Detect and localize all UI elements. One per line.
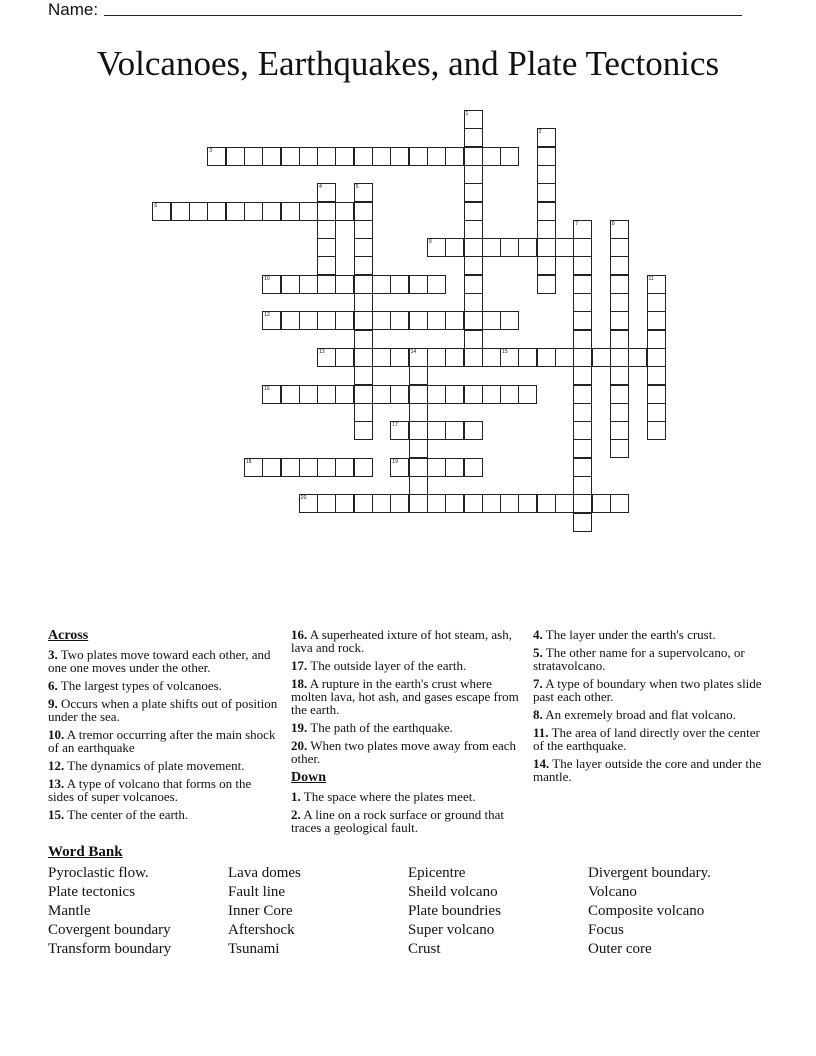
crossword-cell[interactable] [262, 147, 281, 166]
down-heading: Down [291, 770, 327, 785]
crossword-cell[interactable] [171, 202, 190, 221]
clue-number: 15 [502, 348, 508, 355]
crossword-cell[interactable] [537, 183, 556, 202]
clue-down: 7. A type of boundary when two plates slide past each other. [533, 676, 762, 704]
crossword-cell[interactable] [573, 439, 592, 458]
crossword-cell[interactable] [335, 147, 354, 166]
crossword-cell[interactable] [335, 385, 354, 404]
crossword-cell[interactable] [610, 403, 629, 422]
name-label: Name: [48, 0, 99, 19]
clue-number: 6 [154, 202, 158, 209]
crossword-cell[interactable] [647, 348, 666, 367]
clue-across: 6. The largest types of volcanoes. [48, 678, 222, 693]
crossword-cell[interactable] [427, 421, 446, 440]
crossword-cell[interactable] [427, 348, 446, 367]
word-bank-column [588, 864, 768, 959]
word-bank-item: Divergent boundary. [588, 865, 711, 881]
crossword-cell[interactable] [573, 476, 592, 495]
crossword-cell[interactable] [372, 275, 391, 294]
crossword-cell[interactable] [647, 311, 666, 330]
crossword-cell[interactable] [207, 147, 226, 166]
crossword-cell[interactable] [500, 147, 519, 166]
down-clues-col3 [533, 628, 763, 788]
crossword-cell[interactable] [573, 366, 592, 385]
word-bank-item: Super volcano [408, 922, 495, 938]
clue-number: 18 [245, 458, 252, 465]
word-bank-item: Aftershock [228, 922, 295, 938]
crossword-cell[interactable] [409, 476, 428, 495]
crossword-cell[interactable] [518, 348, 537, 367]
crossword-cell[interactable] [647, 366, 666, 385]
crossword-cell[interactable] [610, 348, 629, 367]
crossword-cell[interactable] [592, 494, 611, 513]
crossword-cell[interactable] [573, 421, 592, 440]
crossword-cell[interactable] [354, 183, 373, 202]
crossword-cell[interactable] [537, 238, 556, 257]
crossword-cell[interactable] [610, 439, 629, 458]
word-bank-column [228, 864, 408, 959]
crossword-cell[interactable] [445, 494, 464, 513]
clue-number: 17 [392, 422, 398, 429]
clue-across: 16. A superheated ixture of hot steam, ash, lava and rock. [291, 627, 512, 655]
crossword-cell[interactable] [573, 494, 592, 513]
crossword-cell[interactable] [537, 494, 556, 513]
clue-number: 2 [538, 129, 542, 136]
clue-number: 20 [300, 495, 307, 502]
crossword-cell[interactable] [354, 256, 373, 275]
crossword-cell[interactable] [610, 385, 629, 404]
crossword-cell[interactable] [281, 311, 300, 330]
crossword-cell[interactable] [299, 147, 318, 166]
crossword-cell[interactable] [244, 147, 263, 166]
crossword-cell[interactable] [152, 202, 171, 221]
clue-number: 8 [611, 220, 615, 227]
word-bank-item: Covergent boundary [48, 922, 171, 938]
crossword-cell[interactable] [354, 147, 373, 166]
crossword-cell[interactable] [464, 238, 483, 257]
crossword-cell[interactable] [244, 202, 263, 221]
crossword-cell[interactable] [573, 458, 592, 477]
crossword-cell[interactable] [390, 348, 409, 367]
crossword-cell[interactable] [537, 128, 556, 147]
word-bank-item: Transform boundary [48, 941, 172, 957]
crossword-cell[interactable] [317, 238, 336, 257]
crossword-cell[interactable] [335, 458, 354, 477]
crossword-cell[interactable] [390, 385, 409, 404]
crossword-cell[interactable] [372, 147, 391, 166]
crossword-cell[interactable] [317, 348, 336, 367]
crossword-cell[interactable] [335, 202, 354, 221]
crossword-cell[interactable] [244, 458, 263, 477]
crossword-cell[interactable] [299, 458, 318, 477]
crossword-cell[interactable] [189, 202, 208, 221]
crossword-cell[interactable] [610, 366, 629, 385]
crossword-cell[interactable] [573, 293, 592, 312]
crossword-cell[interactable] [537, 256, 556, 275]
crossword-cell[interactable] [262, 458, 281, 477]
crossword-cell[interactable] [482, 494, 501, 513]
crossword-cell[interactable] [335, 275, 354, 294]
word-bank-item: Lava domes [228, 865, 301, 881]
crossword-cell[interactable] [537, 147, 556, 166]
crossword-cell[interactable] [354, 238, 373, 257]
word-bank-item: Outer core [588, 941, 652, 957]
word-bank-item: Sheild volcano [408, 884, 498, 900]
crossword-cell[interactable] [281, 385, 300, 404]
crossword-cell[interactable] [299, 311, 318, 330]
crossword-cell[interactable] [482, 385, 501, 404]
crossword-cell[interactable] [518, 494, 537, 513]
crossword-cell[interactable] [464, 293, 483, 312]
crossword-cell[interactable] [482, 238, 501, 257]
crossword-cell[interactable] [610, 220, 629, 239]
clue-down: 2. A line on a rock surface or ground that traces a geological fault. [291, 807, 505, 835]
crossword-cell[interactable] [647, 403, 666, 422]
crossword-cell[interactable] [537, 220, 556, 239]
crossword-cell[interactable] [464, 128, 483, 147]
crossword-cell[interactable] [573, 238, 592, 257]
crossword-cell[interactable] [262, 311, 281, 330]
clue-number: 16 [264, 385, 270, 392]
crossword-cell[interactable] [537, 202, 556, 221]
word-bank-item: Composite volcano [588, 903, 705, 919]
page-title: Volcanoes, Earthquakes, and Plate Tectonics [96, 44, 720, 83]
crossword-cell[interactable] [445, 385, 464, 404]
word-bank-item: Crust [408, 941, 441, 957]
crossword-cell[interactable] [281, 147, 300, 166]
clue-down: 4. The layer under the earth's crust. [533, 627, 716, 642]
crossword-cell[interactable] [317, 385, 336, 404]
across-clues-col1 [48, 628, 278, 826]
crossword-cell[interactable] [409, 458, 428, 477]
crossword-cell[interactable] [628, 348, 647, 367]
crossword-cell[interactable] [409, 403, 428, 422]
clue-number: 4 [319, 184, 322, 191]
crossword-cell[interactable] [335, 348, 354, 367]
clue-down: 5. The other name for a supervolcano, or stratavolcano. [533, 645, 745, 673]
clue-number: 1 [465, 111, 469, 117]
clue-number: 5 [355, 184, 359, 191]
crossword-cell[interactable] [573, 220, 592, 239]
crossword-cell[interactable] [482, 348, 501, 367]
crossword-cell[interactable] [262, 385, 281, 404]
crossword-cell[interactable] [354, 348, 373, 367]
crossword-cell[interactable] [445, 311, 464, 330]
crossword-cell[interactable] [372, 385, 391, 404]
clue-number: 14 [410, 348, 417, 355]
clue-across: 15. The center of the earth. [48, 807, 189, 822]
clue-down: 11. The area of land directly over the center of the earthquake. [533, 725, 760, 753]
crossword-cell[interactable] [555, 238, 574, 257]
crossword-cell[interactable] [573, 385, 592, 404]
clue-number: 13 [319, 348, 325, 355]
crossword-cell[interactable] [390, 494, 409, 513]
crossword-cell[interactable] [354, 220, 373, 239]
word-bank-column [408, 864, 588, 959]
crossword-cell[interactable] [427, 147, 446, 166]
crossword-cell[interactable] [354, 311, 373, 330]
crossword-cell[interactable] [409, 385, 428, 404]
crossword-cell[interactable] [281, 275, 300, 294]
crossword-cell[interactable] [464, 202, 483, 221]
crossword-cell[interactable] [445, 147, 464, 166]
crossword-cell[interactable] [537, 275, 556, 294]
crossword-cell[interactable] [647, 385, 666, 404]
crossword-cell[interactable] [610, 330, 629, 349]
crossword-cell[interactable] [555, 348, 574, 367]
crossword-cell[interactable] [464, 330, 483, 349]
crossword-cell[interactable] [390, 147, 409, 166]
crossword-cell[interactable] [464, 183, 483, 202]
word-bank-item: Plate tectonics [48, 884, 136, 900]
crossword-cell[interactable] [409, 494, 428, 513]
crossword-cell[interactable] [573, 348, 592, 367]
word-bank-heading: Word Bank [48, 844, 123, 860]
crossword-cell[interactable] [445, 238, 464, 257]
crossword-cell[interactable] [482, 147, 501, 166]
crossword-cell[interactable] [647, 293, 666, 312]
crossword-cell[interactable] [409, 275, 428, 294]
crossword-cell[interactable] [372, 311, 391, 330]
crossword-cell[interactable] [354, 494, 373, 513]
crossword-cell[interactable] [317, 202, 336, 221]
crossword-cell[interactable] [390, 311, 409, 330]
crossword-cell[interactable] [555, 494, 574, 513]
crossword-cell[interactable] [427, 275, 446, 294]
crossword-cell[interactable] [372, 494, 391, 513]
crossword-cell[interactable] [281, 458, 300, 477]
crossword-cell[interactable] [409, 439, 428, 458]
clue-down: 8. An exremely broad and flat volcano. [533, 707, 736, 722]
clue-number: 12 [264, 312, 270, 319]
crossword-cell[interactable] [500, 238, 519, 257]
crossword-cell[interactable] [647, 330, 666, 349]
crossword-cell[interactable] [464, 311, 483, 330]
crossword-cell[interactable] [500, 348, 519, 367]
crossword-cell[interactable] [518, 238, 537, 257]
crossword-cell[interactable] [464, 348, 483, 367]
crossword-cell[interactable] [573, 275, 592, 294]
word-bank-item: Epicentre [408, 865, 466, 881]
crossword-cell[interactable] [464, 275, 483, 294]
crossword-cell[interactable] [354, 458, 373, 477]
crossword-cell[interactable] [573, 311, 592, 330]
crossword-cell[interactable] [317, 275, 336, 294]
crossword-cell[interactable] [409, 366, 428, 385]
clue-across: 10. A tremor occurring after the main shock of an earthquake [48, 727, 276, 755]
crossword-cell[interactable] [445, 348, 464, 367]
crossword-cell[interactable] [390, 421, 409, 440]
crossword-cell[interactable] [390, 275, 409, 294]
across-heading: Across [48, 628, 89, 643]
crossword-cell[interactable] [427, 458, 446, 477]
crossword-cell[interactable] [500, 385, 519, 404]
crossword-cell[interactable] [610, 421, 629, 440]
crossword-cell[interactable] [372, 348, 391, 367]
crossword-cell[interactable] [262, 202, 281, 221]
word-bank-item: Plate boundries [408, 903, 501, 919]
crossword-cell[interactable] [207, 202, 226, 221]
crossword-cell[interactable] [281, 202, 300, 221]
crossword-cell[interactable] [317, 220, 336, 239]
clue-across: 3. Two plates move toward each other, and one one moves under the other. [48, 647, 271, 675]
crossword-cell[interactable] [409, 348, 428, 367]
clue-across: 18. A rupture in the earth's crust where molten lava, hot ash, and gases escape from the earth. [291, 676, 519, 717]
crossword-cell[interactable] [299, 202, 318, 221]
crossword-cell[interactable] [573, 403, 592, 422]
clue-across: 17. The outside layer of the earth. [291, 658, 467, 673]
clue-number: 9 [428, 239, 432, 246]
crossword-cell[interactable] [409, 421, 428, 440]
crossword-cell[interactable] [464, 110, 483, 129]
clue-number: 3 [209, 147, 213, 154]
crossword-cell[interactable] [500, 311, 519, 330]
clue-down: 1. The space where the plates meet. [291, 789, 476, 804]
clue-across: 19. The path of the earthquake. [291, 720, 453, 735]
crossword-cell[interactable] [354, 202, 373, 221]
crossword-cell[interactable] [464, 421, 483, 440]
crossword-cell[interactable] [317, 256, 336, 275]
clue-across: 13. A type of volcano that forms on the sides of super volcanoes. [48, 776, 252, 804]
crossword-cell[interactable] [299, 385, 318, 404]
crossword-cell[interactable] [500, 494, 519, 513]
clue-across: 12. The dynamics of plate movement. [48, 758, 245, 773]
crossword-cell[interactable] [647, 421, 666, 440]
crossword-cell[interactable] [354, 366, 373, 385]
crossword-cell[interactable] [464, 458, 483, 477]
crossword-cell[interactable] [390, 458, 409, 477]
crossword-cell[interactable] [464, 385, 483, 404]
crossword-cell[interactable] [464, 256, 483, 275]
word-bank-item: Tsunami [228, 941, 280, 957]
crossword-cell[interactable] [335, 311, 354, 330]
clue-number: 7 [575, 220, 579, 227]
clues-col2 [291, 628, 521, 839]
clue-down: 14. The layer outside the core and under the mantle. [533, 756, 762, 784]
crossword-cell[interactable] [537, 165, 556, 184]
crossword-cell[interactable] [354, 403, 373, 422]
crossword-cell[interactable] [445, 458, 464, 477]
crossword-cell[interactable] [427, 238, 446, 257]
crossword-cell[interactable] [464, 147, 483, 166]
crossword-cell[interactable] [317, 494, 336, 513]
word-bank-item: Mantle [48, 903, 91, 919]
crossword-cell[interactable] [464, 220, 483, 239]
crossword-cell[interactable] [573, 256, 592, 275]
crossword-cell[interactable] [317, 147, 336, 166]
crossword-cell[interactable] [299, 275, 318, 294]
crossword-cell[interactable] [537, 348, 556, 367]
crossword-cell[interactable] [610, 238, 629, 257]
crossword-cell[interactable] [354, 421, 373, 440]
crossword-cell[interactable] [354, 330, 373, 349]
crossword-cell[interactable] [464, 165, 483, 184]
clue-across: 20. When two plates move away from each other. [291, 738, 517, 766]
crossword-cell[interactable] [573, 513, 592, 532]
crossword-cell[interactable] [445, 421, 464, 440]
crossword-cell[interactable] [226, 202, 245, 221]
clue-number: 10 [264, 275, 270, 282]
word-bank-item: Inner Core [228, 903, 293, 919]
crossword-cell[interactable] [610, 311, 629, 330]
crossword-cell[interactable] [299, 494, 318, 513]
crossword-cell[interactable] [464, 494, 483, 513]
word-bank-item: Pyroclastic flow. [48, 865, 149, 881]
crossword-cell[interactable] [354, 293, 373, 312]
crossword-cell[interactable] [647, 275, 666, 294]
crossword-cell[interactable] [482, 311, 501, 330]
crossword-cell[interactable] [317, 458, 336, 477]
crossword-cell[interactable] [354, 385, 373, 404]
crossword-cell[interactable] [354, 275, 373, 294]
crossword-cell[interactable] [226, 147, 245, 166]
crossword-cell[interactable] [592, 348, 611, 367]
word-bank-column [48, 864, 228, 959]
word-bank-item: Fault line [228, 884, 286, 900]
crossword-cell[interactable] [409, 147, 428, 166]
clue-number: 11 [648, 275, 654, 282]
crossword-cell[interactable] [317, 183, 336, 202]
crossword-cell[interactable] [518, 385, 537, 404]
word-bank-item: Volcano [588, 884, 637, 900]
crossword-cell[interactable] [262, 275, 281, 294]
crossword-cell[interactable] [427, 385, 446, 404]
crossword-cell[interactable] [610, 494, 629, 513]
crossword-cell[interactable] [610, 293, 629, 312]
clue-across: 9. Occurs when a plate shifts out of position under the sea. [48, 696, 278, 724]
crossword-cell[interactable] [409, 311, 428, 330]
crossword-cell[interactable] [317, 311, 336, 330]
crossword-cell[interactable] [573, 330, 592, 349]
clue-number: 19 [392, 458, 398, 465]
crossword-cell[interactable] [427, 494, 446, 513]
crossword-cell[interactable] [610, 275, 629, 294]
crossword-cell[interactable] [335, 494, 354, 513]
crossword-cell[interactable] [427, 311, 446, 330]
crossword-cell[interactable] [610, 256, 629, 275]
word-bank-item: Focus [588, 922, 624, 938]
